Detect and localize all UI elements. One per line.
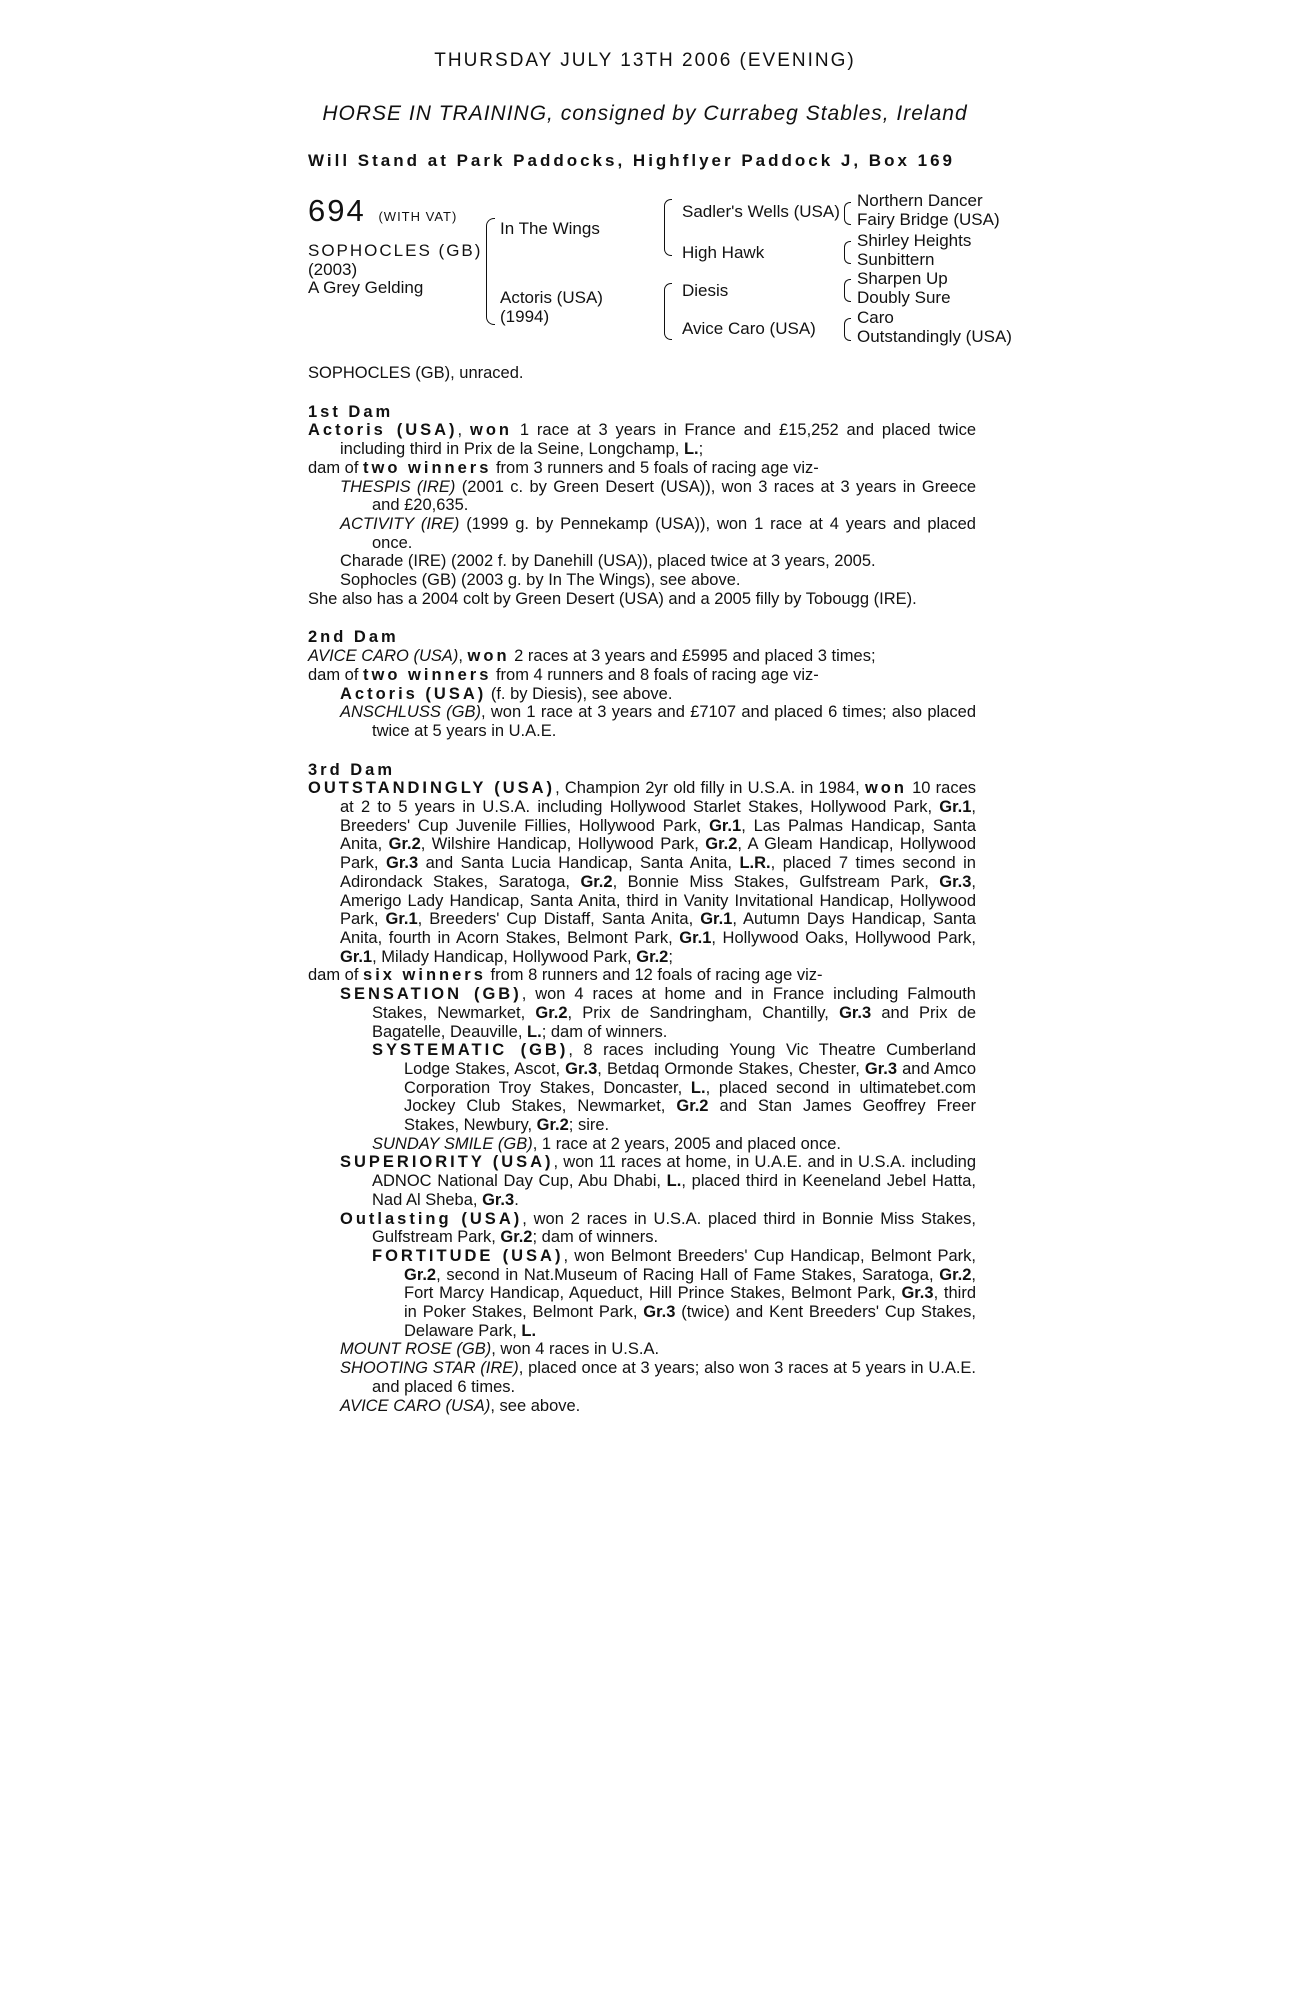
ped-ssd: Fairy Bridge (USA) — [857, 210, 1000, 229]
intro-line: SOPHOCLES (GB), unraced. — [308, 364, 524, 382]
sire-dam: High Hawk — [682, 243, 765, 262]
won-label: won — [470, 421, 512, 440]
produce-systematic: SYSTEMATIC (GB), 8 races including Young Vic Theatre Cumberland Lodge Stakes, Ascot, Gr.3, Betdaq Ormonde Stakes, Chester, Gr.3 and Amco Corporation Troy Stakes, Doncaster, L., placed second in ultimatebet.com Jockey Club Stakes, Newmarket, Gr.2 and Stan James Geoffrey Freer Stakes, Newbury, Gr.2; sire. — [372, 1041, 977, 1135]
ped-dds: Caro — [857, 308, 894, 327]
vat-note: (WITH VAT) — [378, 209, 458, 224]
produce-sunday-smile: SUNDAY SMILE (GB), 1 race at 2 years, 2005 and placed once. — [372, 1134, 841, 1153]
lot-number-line — [308, 193, 457, 229]
g3-brace-4b — [844, 328, 851, 341]
dam-brace-lower — [664, 309, 672, 340]
produce-outlasting: Outlasting (USA), won 2 races in U.S.A. placed third in Bonnie Miss Stakes, Gulfstream Park, Gr.2; dam of winners. — [340, 1209, 976, 1247]
ped-sss: Northern Dancer — [857, 191, 983, 210]
produce-charade: Charade (IRE) (2002 f. by Danehill (USA)), placed twice at 3 years, 2005. — [340, 552, 876, 571]
g3-brace-1b — [844, 212, 851, 225]
ped-dsd: Doubly Sure — [857, 288, 951, 307]
produce-superiority: SUPERIORITY (USA), won 11 races at home, in U.A.E. and in U.S.A. including ADNOC National Day Cup, Abu Dhabi, L., placed third in Keeneland Jebel Hatta, Nad Al Sheba, Gr.3. — [340, 1153, 977, 1209]
first-dam-also: She also has a 2004 colt by Green Desert (USA) and a 2005 filly by Tobougg (IRE). — [308, 589, 917, 608]
g3-brace-3b — [844, 289, 851, 302]
dam-sire: Diesis — [682, 281, 729, 300]
second-dam-summary: dam of two winners from 4 runners and 8 foals of racing age viz- — [308, 665, 819, 684]
ped-ddd: Outstandingly (USA) — [857, 327, 1012, 346]
lot-number: 694 — [308, 193, 366, 228]
sire-sire: Sadler's Wells (USA) — [682, 202, 840, 221]
produce-actoris: Actoris (USA) (f. by Diesis), see above. — [340, 684, 673, 703]
listed-label: L. — [683, 440, 699, 459]
stand-location: Will Stand at Park Paddocks, Highflyer Paddock J, Box 169 — [308, 151, 955, 170]
ped-dss: Sharpen Up — [857, 269, 948, 288]
sire: In The Wings — [500, 219, 600, 238]
dam-brace-upper — [664, 283, 672, 310]
dam: Actoris (USA) — [500, 288, 603, 307]
produce-sophocles: Sophocles (GB) (2003 g. by In The Wings), see above. — [340, 571, 741, 590]
produce-anschluss: ANSCHLUSS (GB), won 1 race at 3 years and £7107 and placed 6 times; also placed twice at 5 years in U.A.E. — [340, 703, 976, 740]
sire-brace-lower — [664, 225, 672, 256]
produce-fortitude: FORTITUDE (USA), won Belmont Breeders' Cup Handicap, Belmont Park, Gr.2, second in Nat.Museum of Racing Hall of Fame Stakes, Saratoga, Gr.2, Fort Marcy Handicap, Aqueduct, Hill Prince Stakes, Belmont Park, Gr.3, third in Poker Stakes, Belmont Park, Gr.3 (twice) and Kent Breeders' Cup Stakes, Delaware Park, L. — [372, 1246, 976, 1340]
ped-sdd: Sunbittern — [857, 250, 935, 269]
sale-date: THURSDAY JULY 13TH 2006 (EVENING) — [434, 50, 856, 71]
first-dam-name: Actoris (USA) — [308, 421, 458, 440]
sire-brace-upper — [664, 199, 672, 226]
produce-avice-caro: AVICE CARO (USA), see above. — [340, 1396, 581, 1415]
pedigree-brace-upper — [486, 218, 495, 271]
horse-description: A Grey Gelding — [308, 278, 424, 297]
pedigree-notes — [308, 364, 976, 1415]
third-dam-heading: 3rd Dam — [308, 760, 396, 779]
second-dam-heading: 2nd Dam — [308, 628, 399, 647]
dam-year: (1994) — [500, 307, 550, 326]
produce-activity: ACTIVITY (IRE) (1999 g. by Pennekamp (USA)), won 1 race at 4 years and placed once. — [340, 514, 976, 552]
first-dam-record: Actoris (USA), won 1 race at 3 years in France and £15,252 and placed twice including third in Prix de la Seine, Longchamp, L.; — [308, 421, 977, 459]
ped-sds: Shirley Heights — [857, 231, 972, 250]
first-dam-heading: 1st Dam — [308, 402, 394, 421]
g3-brace-2b — [844, 251, 851, 264]
third-dam-summary: dam of six winners from 8 runners and 12 foals of racing age viz- — [308, 966, 823, 985]
produce-thespis: THESPIS (IRE) (2001 c. by Green Desert (USA)), won 3 races at 3 years in Greece and £20,635. — [340, 477, 976, 515]
produce-mount-rose: MOUNT ROSE (GB), won 4 races in U.S.A. — [340, 1340, 660, 1359]
horse-name: SOPHOCLES (GB) — [308, 241, 483, 260]
dam-dam: Avice Caro (USA) — [682, 319, 816, 338]
produce-sensation: SENSATION (GB), won 4 races at home and in France including Falmouth Stakes, Newmarket, Gr.2, Prix de Sandringham, Chantilly, Gr.3 and Prix de Bagatelle, Deauville, L.; dam of winners. — [340, 985, 976, 1041]
second-dam-record: AVICE CARO (USA), won 2 races at 3 years and £5995 and placed 3 times; — [308, 647, 876, 666]
third-dam-record: OUTSTANDINGLY (USA), Champion 2yr old filly in U.S.A. in 1984, won 10 races at 2 to 5 years in U.S.A. including Hollywood Starlet Stakes, Hollywood Park, Gr.1, Breeders' Cup Juvenile Fillies, Hollywood Park, Gr.1, Las Palmas Handicap, Santa Anita, Gr.2, Wilshire Handicap, Hollywood Park, Gr.2, A Gleam Handicap, Hollywood Park, Gr.3 and Santa Lucia Handicap, Santa Anita, L.R., placed 7 times second in Adirondack Stakes, Saratoga, Gr.2, Bonnie Miss Stakes, Gulfstream Park, Gr.3, Amerigo Lady Handicap, Santa Anita, third in Vanity Invitational Handicap, Hollywood Park, Gr.1, Breeders' Cup Distaff, Santa Anita, Gr.1, Autumn Days Handicap, Santa Anita, fourth in Acorn Stakes, Belmont Park, Gr.1, Hollywood Oaks, Hollywood Park, Gr.1, Milady Handicap, Hollywood Park, Gr.2; — [308, 779, 977, 966]
consignment-headline: HORSE IN TRAINING, consigned by Currabeg Stables, Ireland — [322, 102, 968, 125]
first-dam-summary: dam of two winners from 3 runners and 5 foals of racing age viz- — [308, 458, 819, 477]
produce-shooting-star: SHOOTING STAR (IRE), placed once at 3 years; also won 3 races at 5 years in U.A.E. and placed 6 times. — [340, 1359, 976, 1396]
pedigree-brace-lower — [486, 268, 495, 325]
foaling-year: (2003) — [308, 260, 358, 279]
